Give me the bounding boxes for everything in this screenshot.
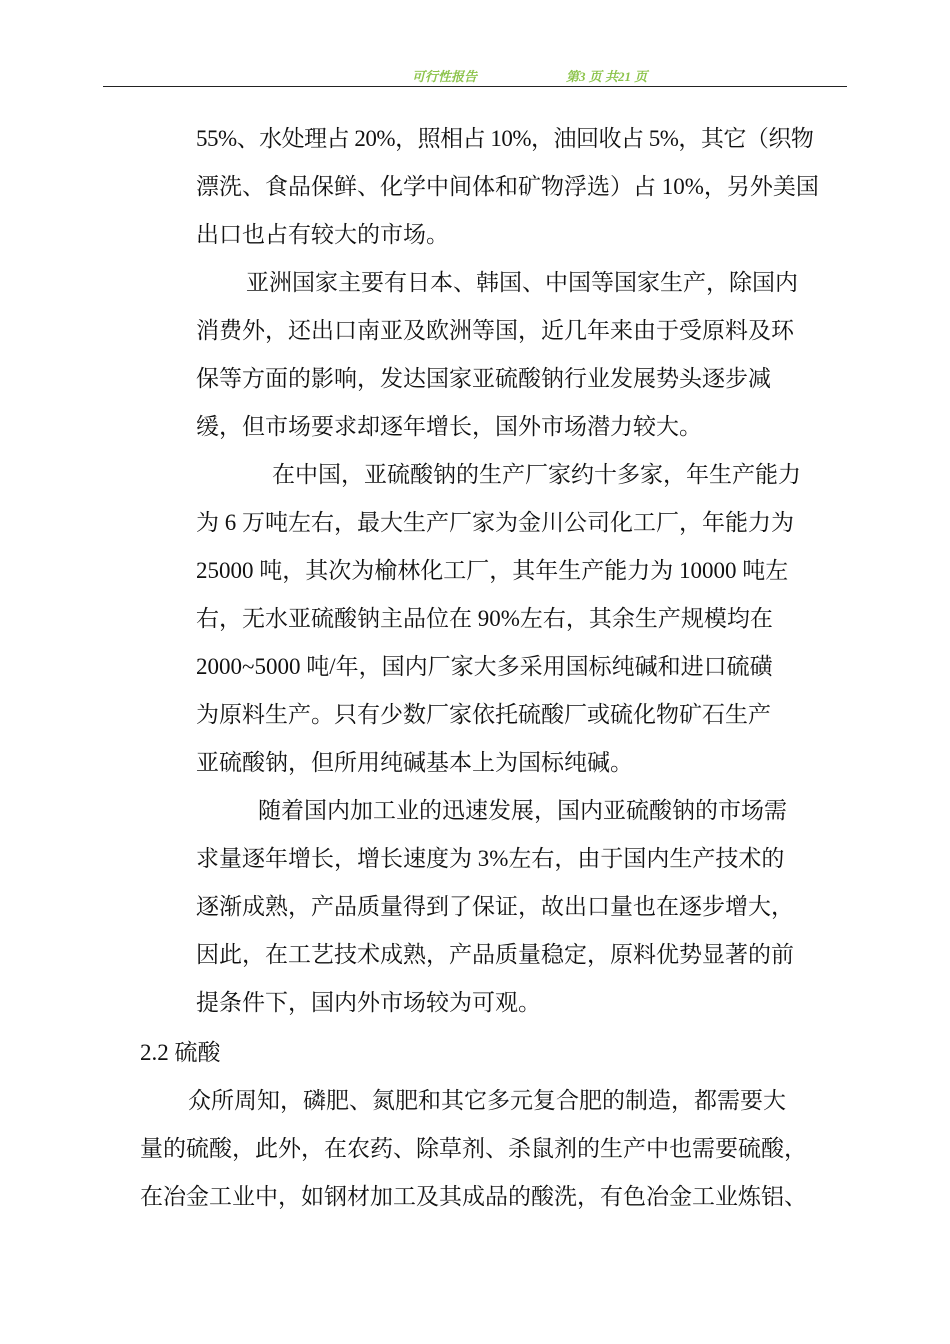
- text-line: 为原料生产。只有少数厂家依托硫酸厂或硫化物矿石生产: [196, 702, 771, 727]
- paragraph-start: 在中国，亚硫酸钠的生产厂家约十多家，年生产能力: [272, 462, 801, 487]
- paragraph-start: 亚洲国家主要有日本、韩国、中国等国家生产，除国内: [246, 270, 798, 295]
- text-line: 缓，但市场要求却逐年增长，国外市场潜力较大。: [196, 414, 702, 439]
- text-line: 量的硫酸，此外，在农药、除草剂、杀鼠剂的生产中也需要硫酸，: [140, 1136, 807, 1161]
- text-line: 25000 吨，其次为榆林化工厂，其年生产能力为 10000 吨左: [196, 558, 789, 583]
- header-title: 可行性报告: [412, 69, 478, 84]
- paragraph-start: 随着国内加工业的迅速发展，国内亚硫酸钠的市场需: [258, 798, 787, 823]
- text-line: 出口也占有较大的市场。: [196, 222, 449, 247]
- page-header: [0, 64, 950, 84]
- text-line: 55%、水处理占 20%，照相占 10%，油回收占 5%，其它（织物: [196, 126, 814, 151]
- text-line: 保等方面的影响，发达国家亚硫酸钠行业发展势头逐步减: [196, 366, 771, 391]
- header-rule: [103, 86, 847, 87]
- header-page-info: 第3 页 共21 页: [566, 69, 648, 84]
- section-heading: 2.2 硫酸: [140, 1040, 221, 1065]
- text-line: 2000~5000 吨/年，国内厂家大多采用国标纯碱和进口硫磺: [196, 654, 773, 679]
- text-line: 提条件下，国内外市场较为可观。: [196, 990, 541, 1015]
- text-line: 求量逐年增长，增长速度为 3%左右，由于国内生产技术的: [196, 846, 785, 871]
- text-line: 逐渐成熟，产品质量得到了保证，故出口量也在逐步增大，: [196, 894, 794, 919]
- text-line: 因此，在工艺技术成熟，产品质量稳定，原料优势显著的前: [196, 942, 794, 967]
- paragraph-start: 众所周知，磷肥、氮肥和其它多元复合肥的制造，都需要大: [188, 1088, 786, 1113]
- text-line: 在冶金工业中，如钢材加工及其成品的酸洗，有色冶金工业炼铝、: [140, 1184, 807, 1209]
- text-line: 消费外，还出口南亚及欧洲等国，近几年来由于受原料及环: [196, 318, 794, 343]
- text-line: 亚硫酸钠，但所用纯碱基本上为国标纯碱。: [196, 750, 633, 775]
- text-line: 右，无水亚硫酸钠主品位在 90%左右，其余生产规模均在: [196, 606, 773, 631]
- text-line: 漂洗、食品保鲜、化学中间体和矿物浮选）占 10%，另外美国: [196, 174, 819, 199]
- text-line: 为 6 万吨左右，最大生产厂家为金川公司化工厂，年能力为: [196, 510, 794, 535]
